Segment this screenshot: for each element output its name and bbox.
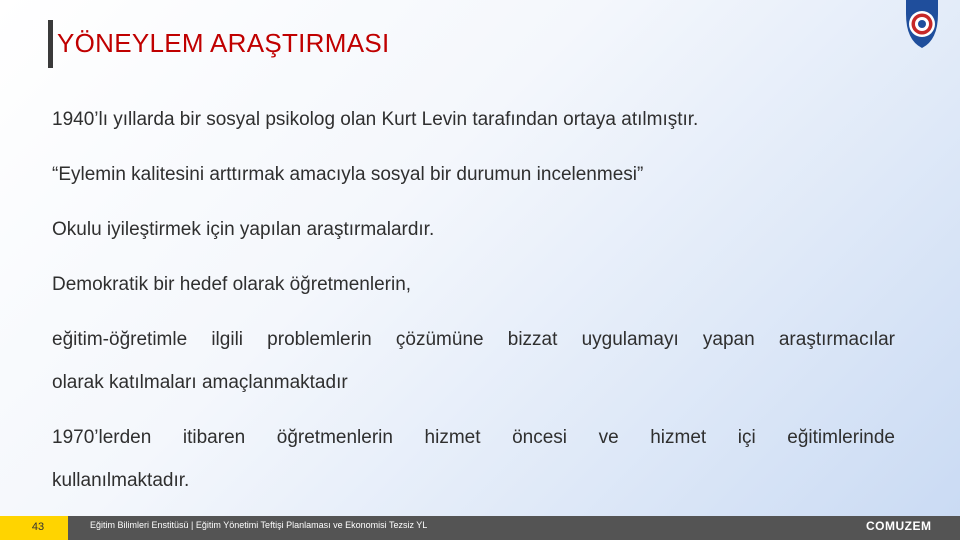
brand-logo: COMUZEM	[866, 519, 932, 533]
paragraph: olarak katılmaları amaçlanmaktadır	[52, 372, 348, 393]
page-number: 43	[31, 521, 45, 533]
paragraph: Okulu iyileştirmek için yapılan araştırmalardır.	[52, 219, 435, 240]
paragraph: kullanılmaktadır.	[52, 470, 190, 491]
university-seal-icon	[902, 0, 942, 50]
slide-title: YÖNEYLEM ARAŞTIRMASI	[57, 28, 390, 58]
paragraph: 1970’lerden itibaren öğretmenlerin hizmet öncesi ve hizmet içi eğitimlerinde	[52, 427, 895, 448]
paragraph: “Eylemin kalitesini arttırmak amacıyla sosyal bir durumun incelenmesi”	[52, 164, 644, 185]
title-accent-bar	[48, 20, 53, 68]
paragraph: Demokratik bir hedef olarak öğretmenlerin,	[52, 274, 412, 295]
footer-text: Eğitim Bilimleri Enstitüsü | Eğitim Yönetimi Teftişi Planlaması ve Ekonomisi Tezsiz YL	[90, 520, 428, 530]
paragraph: 1940’lı yıllarda bir sosyal psikolog olan Kurt Levin tarafından ortaya atılmıştır.	[52, 109, 699, 130]
paragraph: eğitim-öğretimle ilgili problemlerin çözümüne bizzat uygulamayı yapan araştırmacılar	[52, 329, 895, 350]
